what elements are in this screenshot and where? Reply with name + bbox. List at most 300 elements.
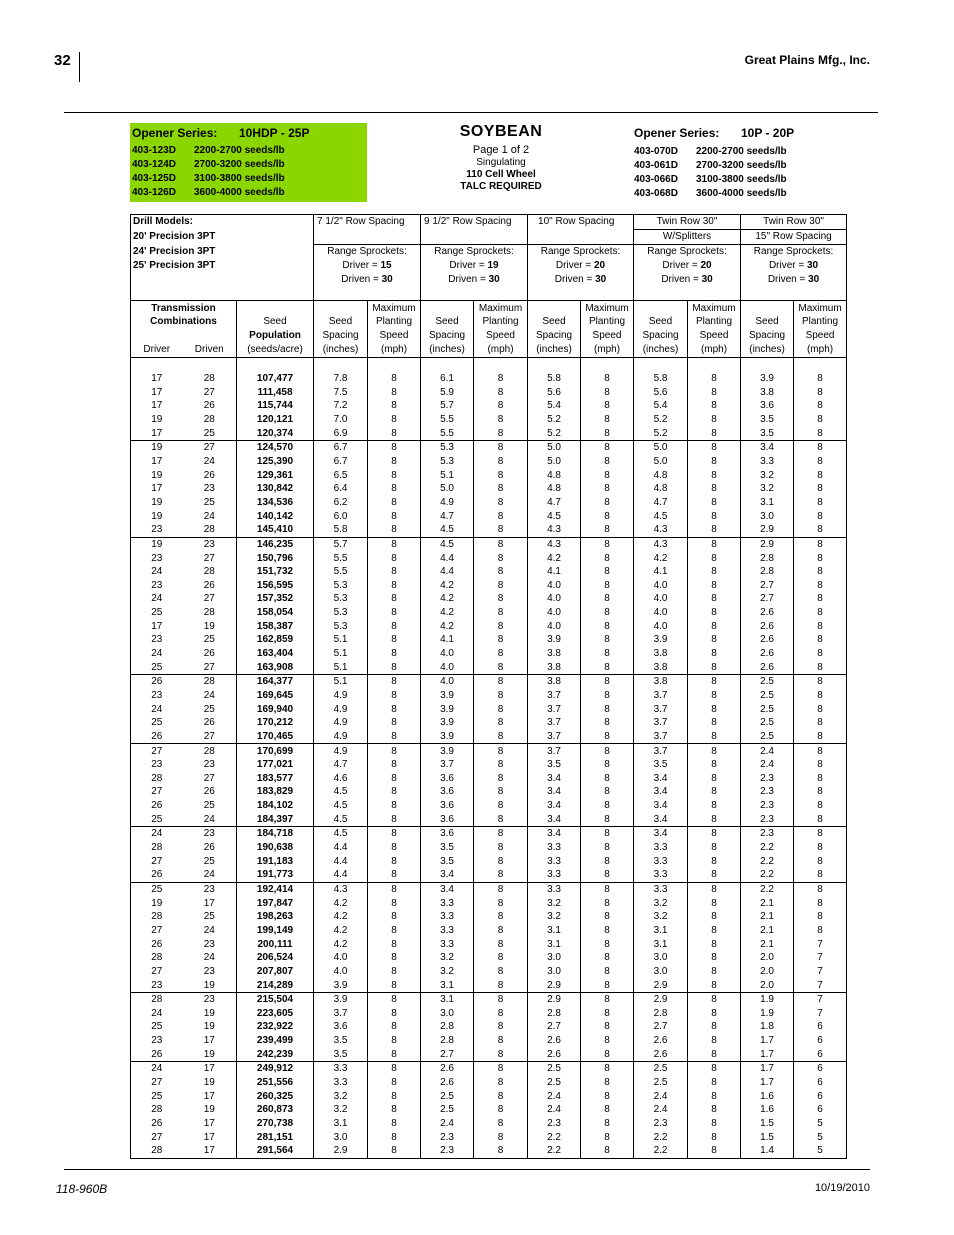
seed-spacing: 3.4 xyxy=(634,799,688,813)
max-speed: 8 xyxy=(794,744,847,758)
max-speed: 8 xyxy=(474,978,528,992)
seed-spacing: 3.0 xyxy=(528,965,581,979)
driven-value: 19 xyxy=(183,1103,237,1117)
seed-spacing: 4.5 xyxy=(528,509,581,523)
driver-value: 28 xyxy=(131,993,183,1007)
seed-spacing: 3.3 xyxy=(421,910,474,924)
seed-spacing: 2.8 xyxy=(528,1007,581,1021)
driver-value: 25 xyxy=(131,661,183,675)
seed-spacing: 7.8 xyxy=(314,372,368,386)
spacing-header: Spacing xyxy=(741,329,794,343)
seed-spacing: 5.4 xyxy=(528,399,581,413)
driver-value: 23 xyxy=(131,758,183,772)
max-speed: 8 xyxy=(474,1048,528,1062)
seed-spacing: 2.1 xyxy=(741,897,794,911)
table-row xyxy=(131,1130,847,1144)
seed-spacing: 3.8 xyxy=(741,386,794,400)
seed-spacing: 3.0 xyxy=(741,509,794,523)
seed-spacing: 6.7 xyxy=(314,441,368,455)
driven-value: 25 xyxy=(183,855,237,869)
driven-value: 24 xyxy=(183,509,237,523)
max-speed: 8 xyxy=(688,1062,741,1076)
seed-spacing: 5.1 xyxy=(314,661,368,675)
max-speed: 8 xyxy=(688,441,741,455)
table-row xyxy=(131,827,847,841)
seed-spacing: 2.2 xyxy=(741,882,794,896)
table-row xyxy=(131,1103,847,1117)
max-speed: 8 xyxy=(794,537,847,551)
seed-spacing: 4.3 xyxy=(634,523,688,537)
table-row xyxy=(131,675,847,689)
opener-rate: 2200-2700 seeds/lb xyxy=(194,145,285,156)
max-speed: 8 xyxy=(474,882,528,896)
table-row xyxy=(131,1117,847,1131)
seed-spacing: 3.4 xyxy=(528,772,581,786)
left-opener-list xyxy=(132,144,285,200)
seed-spacing: 2.2 xyxy=(634,1144,688,1158)
driven-value: 26 xyxy=(183,399,237,413)
seed-spacing: 4.4 xyxy=(421,551,474,565)
driven-value: 28 xyxy=(183,372,237,386)
seed-spacing: 2.5 xyxy=(528,1062,581,1076)
seed-spacing: 5.2 xyxy=(634,427,688,441)
driver-value: 23 xyxy=(131,633,183,647)
seed-spacing: 4.6 xyxy=(314,772,368,786)
seed-spacing: 4.0 xyxy=(528,579,581,593)
seed-spacing: 4.9 xyxy=(421,496,474,510)
max-speed: 8 xyxy=(368,620,421,634)
opener-rate: 3600-4000 seeds/lb xyxy=(696,188,787,199)
max-speed: 8 xyxy=(474,482,528,496)
seed-spacing: 5.1 xyxy=(421,469,474,483)
seed-spacing: 4.0 xyxy=(421,675,474,689)
max-speed: 8 xyxy=(688,799,741,813)
seed-spacing: 5.5 xyxy=(314,565,368,579)
max-speed: 8 xyxy=(688,469,741,483)
driver-value: 27 xyxy=(131,924,183,938)
seed-spacing: 5.1 xyxy=(314,633,368,647)
seed-spacing: 3.4 xyxy=(634,785,688,799)
seed-spacing: 2.4 xyxy=(741,744,794,758)
max-speed: 8 xyxy=(581,565,634,579)
max-speed: 8 xyxy=(794,579,847,593)
drill-model-item: 25' Precision 3PT xyxy=(131,259,314,273)
driven-value: 28 xyxy=(183,523,237,537)
spacing-header: (inches) xyxy=(634,343,688,357)
seed-spacing: 2.5 xyxy=(421,1103,474,1117)
max-speed: 8 xyxy=(688,758,741,772)
spacing-header: Spacing xyxy=(634,329,688,343)
max-speed: 8 xyxy=(794,606,847,620)
driven-value: 19 xyxy=(183,978,237,992)
max-speed: 8 xyxy=(688,813,741,827)
max-speed: 8 xyxy=(688,716,741,730)
driven-value: 26 xyxy=(183,785,237,799)
max-speed: 8 xyxy=(794,785,847,799)
seed-spacing: 3.4 xyxy=(528,813,581,827)
seed-population: 164,377 xyxy=(237,675,314,689)
seed-spacing: 3.7 xyxy=(634,744,688,758)
seed-population: 145,410 xyxy=(237,523,314,537)
driven-value: 27 xyxy=(183,592,237,606)
seed-spacing: 5.3 xyxy=(421,441,474,455)
seed-spacing: 4.2 xyxy=(528,551,581,565)
driven-value: 19 xyxy=(183,1020,237,1034)
max-speed: 8 xyxy=(688,785,741,799)
max-speed: 8 xyxy=(688,937,741,951)
max-speed: 8 xyxy=(581,675,634,689)
seed-spacing: 4.2 xyxy=(634,551,688,565)
company-name: Great Plains Mfg., Inc. xyxy=(744,53,870,67)
driver-value: 23 xyxy=(131,689,183,703)
max-speed: 8 xyxy=(688,1076,741,1090)
seed-spacing: 4.5 xyxy=(314,827,368,841)
seed-spacing: 3.3 xyxy=(528,868,581,882)
max-speed: 8 xyxy=(368,427,421,441)
seed-spacing: 3.0 xyxy=(634,951,688,965)
max-speed: 8 xyxy=(581,413,634,427)
seed-population: 249,912 xyxy=(237,1062,314,1076)
max-speed: 8 xyxy=(794,730,847,744)
driven-value: 24 xyxy=(183,813,237,827)
seed-population: 214,289 xyxy=(237,978,314,992)
seed-spacing: 3.6 xyxy=(741,399,794,413)
max-speed: 8 xyxy=(688,1103,741,1117)
max-speed: 8 xyxy=(794,592,847,606)
max-speed: 8 xyxy=(474,1130,528,1144)
max-speed: 7 xyxy=(794,937,847,951)
max-speed: 8 xyxy=(794,827,847,841)
max-speed: 8 xyxy=(581,758,634,772)
seed-spacing: 2.5 xyxy=(741,675,794,689)
max-speed: 8 xyxy=(581,1130,634,1144)
max-speed: 8 xyxy=(581,496,634,510)
left-opener-row xyxy=(132,144,285,158)
seed-spacing: 2.4 xyxy=(528,1090,581,1104)
max-speed: 8 xyxy=(474,455,528,469)
table-row xyxy=(131,633,847,647)
max-speed: 8 xyxy=(474,661,528,675)
seed-spacing: 4.5 xyxy=(421,523,474,537)
seed-spacing: 3.2 xyxy=(421,951,474,965)
seed-spacing: 4.2 xyxy=(314,924,368,938)
seed-population: 150,796 xyxy=(237,551,314,565)
seed-spacing: 4.2 xyxy=(421,620,474,634)
max-speed: 8 xyxy=(688,482,741,496)
max-speed: 8 xyxy=(474,910,528,924)
max-speed: 8 xyxy=(368,399,421,413)
max-speed: 8 xyxy=(368,1007,421,1021)
table-row xyxy=(131,413,847,427)
spacing-header: Seed xyxy=(528,315,581,329)
driven-value: 19 xyxy=(183,1076,237,1090)
max-speed: 8 xyxy=(688,579,741,593)
seed-spacing: 3.8 xyxy=(528,661,581,675)
opener-rate: 2700-3200 seeds/lb xyxy=(696,160,787,171)
max-speed: 8 xyxy=(474,730,528,744)
speed-header: (mph) xyxy=(474,343,528,357)
seed-spacing: 3.4 xyxy=(741,441,794,455)
seed-spacing: 3.7 xyxy=(634,730,688,744)
max-speed: 8 xyxy=(688,897,741,911)
seed-spacing: 3.5 xyxy=(741,413,794,427)
max-speed: 8 xyxy=(368,482,421,496)
seed-spacing: 3.6 xyxy=(421,785,474,799)
seed-spacing: 3.7 xyxy=(634,702,688,716)
seed-spacing: 4.1 xyxy=(528,565,581,579)
seed-spacing: 3.3 xyxy=(314,1076,368,1090)
right-opener-title xyxy=(634,126,794,140)
driver-value: 19 xyxy=(131,441,183,455)
driver-value: 28 xyxy=(131,772,183,786)
seed-spacing: 2.6 xyxy=(634,1048,688,1062)
speed-header: Maximum xyxy=(474,301,528,315)
seed-spacing: 4.2 xyxy=(314,897,368,911)
right-opener-row xyxy=(634,187,794,201)
seed-spacing: 4.7 xyxy=(421,509,474,523)
seed-spacing: 5.3 xyxy=(421,455,474,469)
max-speed: 8 xyxy=(581,841,634,855)
seed-population: 170,212 xyxy=(237,716,314,730)
max-speed: 8 xyxy=(794,689,847,703)
max-speed: 8 xyxy=(474,496,528,510)
range-sprockets-label: Range Sprockets: xyxy=(634,244,741,258)
max-speed: 8 xyxy=(581,897,634,911)
table-row xyxy=(131,855,847,869)
max-speed: 8 xyxy=(688,702,741,716)
driver-value: 19 xyxy=(131,469,183,483)
seed-spacing: 2.5 xyxy=(634,1062,688,1076)
table-row xyxy=(131,592,847,606)
max-speed: 8 xyxy=(581,386,634,400)
driven-value: 17 xyxy=(183,897,237,911)
table-row xyxy=(131,758,847,772)
seed-spacing: 4.0 xyxy=(421,661,474,675)
table-row xyxy=(131,606,847,620)
driven-value: 17 xyxy=(183,1130,237,1144)
max-speed: 8 xyxy=(474,537,528,551)
max-speed: 8 xyxy=(368,496,421,510)
driver-value: 24 xyxy=(131,592,183,606)
seed-spacing: 1.8 xyxy=(741,1020,794,1034)
table-row xyxy=(131,702,847,716)
seed-spacing: 3.5 xyxy=(421,855,474,869)
driver-value: 28 xyxy=(131,1103,183,1117)
table-row xyxy=(131,496,847,510)
seed-population: 177,021 xyxy=(237,758,314,772)
seed-spacing: 2.3 xyxy=(741,813,794,827)
opener-code: 403-070D xyxy=(634,146,678,157)
seed-spacing: 7.5 xyxy=(314,386,368,400)
seed-spacing: 4.9 xyxy=(314,716,368,730)
seed-spacing: 5.2 xyxy=(528,413,581,427)
seed-rate-table xyxy=(130,214,847,1159)
seed-spacing: 3.5 xyxy=(741,427,794,441)
range-driver: Driver = 30 xyxy=(741,259,847,273)
left-opener-title xyxy=(132,126,309,140)
drill-model-item: 24' Precision 3PT xyxy=(131,244,314,258)
seed-spacing: 4.4 xyxy=(314,855,368,869)
seed-spacing: 3.2 xyxy=(634,910,688,924)
seed-population: 134,536 xyxy=(237,496,314,510)
seed-spacing: 1.4 xyxy=(741,1144,794,1158)
max-speed: 8 xyxy=(368,772,421,786)
opener-code: 403-124D xyxy=(132,159,176,170)
seed-spacing: 2.3 xyxy=(741,785,794,799)
max-speed: 8 xyxy=(688,993,741,1007)
spacing-group-title: 7 1/2" Row Spacing xyxy=(314,215,421,230)
seed-spacing: 2.9 xyxy=(741,537,794,551)
driver-value: 28 xyxy=(131,951,183,965)
speed-header: Planting xyxy=(794,315,847,329)
driver-value: 25 xyxy=(131,1090,183,1104)
seed-spacing: 5.8 xyxy=(528,372,581,386)
max-speed: 8 xyxy=(368,565,421,579)
driver-value: 17 xyxy=(131,399,183,413)
seed-spacing: 2.4 xyxy=(634,1103,688,1117)
max-speed: 8 xyxy=(688,455,741,469)
max-speed: 8 xyxy=(474,841,528,855)
seed-population: 232,922 xyxy=(237,1020,314,1034)
seed-spacing: 2.2 xyxy=(528,1144,581,1158)
seed-spacing: 4.8 xyxy=(528,482,581,496)
driver-value: 25 xyxy=(131,813,183,827)
right-opener-row xyxy=(634,173,794,187)
seed-spacing: 3.3 xyxy=(314,1062,368,1076)
table-row xyxy=(131,1048,847,1062)
seed-spacing: 6.9 xyxy=(314,427,368,441)
seed-spacing: 4.0 xyxy=(421,647,474,661)
max-speed: 8 xyxy=(688,978,741,992)
speed-header: Maximum xyxy=(688,301,741,315)
driven-value: 26 xyxy=(183,469,237,483)
seed-spacing: 5.0 xyxy=(634,455,688,469)
seed-population: 129,361 xyxy=(237,469,314,483)
seed-spacing: 3.6 xyxy=(421,799,474,813)
seed-spacing: 3.3 xyxy=(528,855,581,869)
max-speed: 8 xyxy=(474,1062,528,1076)
seed-spacing: 4.1 xyxy=(421,633,474,647)
seed-spacing: 2.6 xyxy=(421,1062,474,1076)
max-speed: 8 xyxy=(581,978,634,992)
driven-value: 25 xyxy=(183,633,237,647)
seed-spacing: 3.7 xyxy=(528,716,581,730)
seed-spacing: 5.4 xyxy=(634,399,688,413)
seed-spacing: 4.3 xyxy=(528,537,581,551)
max-speed: 6 xyxy=(794,1020,847,1034)
seed-spacing: 7.0 xyxy=(314,413,368,427)
seed-spacing: 2.1 xyxy=(741,910,794,924)
driven-value: 24 xyxy=(183,951,237,965)
right-opener-panel xyxy=(634,126,794,201)
seed-population: 156,595 xyxy=(237,579,314,593)
seed-spacing: 3.4 xyxy=(528,799,581,813)
max-speed: 8 xyxy=(688,509,741,523)
seed-population: 115,744 xyxy=(237,399,314,413)
driver-value: 28 xyxy=(131,1144,183,1158)
seed-spacing: 3.7 xyxy=(634,689,688,703)
max-speed: 8 xyxy=(688,868,741,882)
max-speed: 8 xyxy=(474,772,528,786)
max-speed: 8 xyxy=(368,1048,421,1062)
max-speed: 8 xyxy=(474,1007,528,1021)
driver-value: 27 xyxy=(131,855,183,869)
driven-value: 28 xyxy=(183,744,237,758)
driver-value: 27 xyxy=(131,1076,183,1090)
driven-value: 27 xyxy=(183,386,237,400)
max-speed: 8 xyxy=(581,441,634,455)
speed-header: (mph) xyxy=(688,343,741,357)
max-speed: 8 xyxy=(581,606,634,620)
seed-spacing: 4.4 xyxy=(421,565,474,579)
seed-spacing: 4.0 xyxy=(634,620,688,634)
spacing-header: (inches) xyxy=(528,343,581,357)
max-speed: 8 xyxy=(581,868,634,882)
seed-spacing: 2.7 xyxy=(741,592,794,606)
max-speed: 8 xyxy=(368,509,421,523)
max-speed: 8 xyxy=(794,841,847,855)
driver-value: 17 xyxy=(131,455,183,469)
driver-value: 19 xyxy=(131,413,183,427)
max-speed: 8 xyxy=(794,469,847,483)
table-row xyxy=(131,882,847,896)
table-row xyxy=(131,1062,847,1076)
seed-spacing: 2.6 xyxy=(528,1034,581,1048)
seed-population: 191,773 xyxy=(237,868,314,882)
seed-spacing: 2.1 xyxy=(741,937,794,951)
max-speed: 8 xyxy=(581,993,634,1007)
max-speed: 8 xyxy=(474,897,528,911)
driver-value: 17 xyxy=(131,427,183,441)
seed-spacing: 3.2 xyxy=(528,910,581,924)
cell-wheel-label: 110 Cell Wheel xyxy=(466,169,536,180)
spacing-group-title: 9 1/2" Row Spacing xyxy=(421,215,528,230)
seed-population: 239,499 xyxy=(237,1034,314,1048)
max-speed: 8 xyxy=(688,496,741,510)
driver-value: 25 xyxy=(131,882,183,896)
max-speed: 8 xyxy=(474,1076,528,1090)
page-of-label: Page 1 of 2 xyxy=(472,144,530,156)
max-speed: 8 xyxy=(368,1034,421,1048)
seed-spacing: 4.1 xyxy=(634,565,688,579)
driven-value: 23 xyxy=(183,758,237,772)
driver-value: 24 xyxy=(131,565,183,579)
seed-spacing: 2.8 xyxy=(421,1034,474,1048)
range-driven: Driven = 30 xyxy=(421,273,528,287)
max-speed: 8 xyxy=(368,1103,421,1117)
table-header xyxy=(131,215,847,373)
max-speed: 8 xyxy=(368,413,421,427)
max-speed: 8 xyxy=(368,951,421,965)
max-speed: 8 xyxy=(688,1090,741,1104)
max-speed: 8 xyxy=(581,730,634,744)
seed-spacing: 2.2 xyxy=(634,1130,688,1144)
document-number: 118-960B xyxy=(56,1182,108,1196)
max-speed: 8 xyxy=(581,579,634,593)
seed-spacing: 3.5 xyxy=(528,758,581,772)
max-speed: 8 xyxy=(474,372,528,386)
max-speed: 8 xyxy=(688,551,741,565)
seed-spacing: 2.4 xyxy=(741,758,794,772)
driven-value: 24 xyxy=(183,689,237,703)
seed-header: Seed xyxy=(237,315,314,329)
talc-required-label: TALC REQUIRED xyxy=(460,181,542,192)
max-speed: 8 xyxy=(368,965,421,979)
table-row xyxy=(131,647,847,661)
driver-value: 23 xyxy=(131,551,183,565)
max-speed: 8 xyxy=(368,813,421,827)
max-speed: 8 xyxy=(474,386,528,400)
